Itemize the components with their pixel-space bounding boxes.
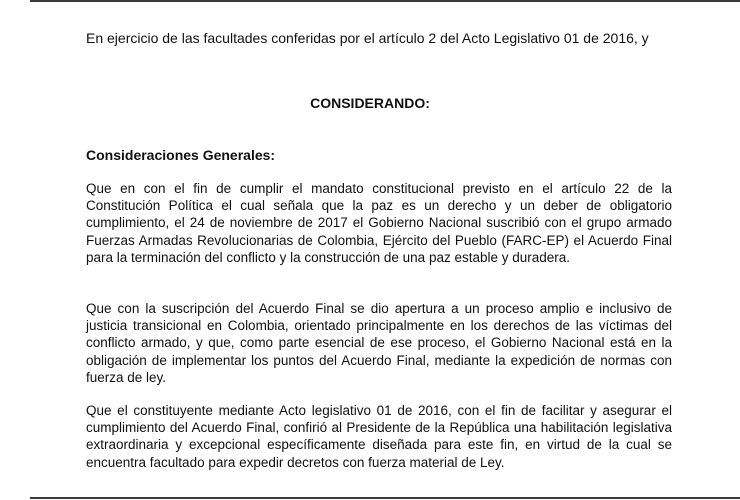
- preamble-text: En ejercicio de las facultades conferidas por el artículo 2 del Acto Legislativo 01 de 2016, y: [86, 30, 649, 46]
- considerando-heading: CONSIDERANDO:: [310, 95, 430, 111]
- bottom-border-line: [30, 497, 740, 499]
- general-considerations-subheading: Consideraciones Generales:: [86, 147, 276, 163]
- top-border-line: [30, 0, 740, 2]
- paragraph-3: Que el constituyente mediante Acto legislativo 01 de 2016, con el fin de facilitar y asegurar el cumplimiento del Acuerdo Final, confirió al Presidente de la República una habilitación legislativa extraordinaria y excepcional específicamente diseñada para este fin, en virtud de la cual se encuentra facultado para expedir decretos con fuerza material de Ley.: [86, 403, 672, 470]
- paragraph-2: Que con la suscripción del Acuerdo Final se dio apertura a un proceso amplio e inclusivo de justicia transicional en Colombia, orientado principalmente en los derechos de las víctimas del conflicto armado, y que, como parte esencial de ese proceso, el Gobierno Nacional está en la obligación de implementar los puntos del Acuerdo Final, mediante la expedición de normas con fuerza de ley.: [86, 301, 672, 385]
- paragraph-1: Que en con el fin de cumplir el mandato constitucional previsto en el artículo 22 de la Constitución Política el cual señala que la paz es un derecho y un deber de obligatorio cumplimiento, el 24 de noviembre de 2017 el Gobierno Nacional suscribió con el grupo armado Fuerzas Armadas Revolucionarias de Colombia, Ejército del Pueblo (FARC-EP) el Acuerdo Final para la terminación del conflicto y la construcción de una paz estable y duradera.: [86, 181, 672, 265]
